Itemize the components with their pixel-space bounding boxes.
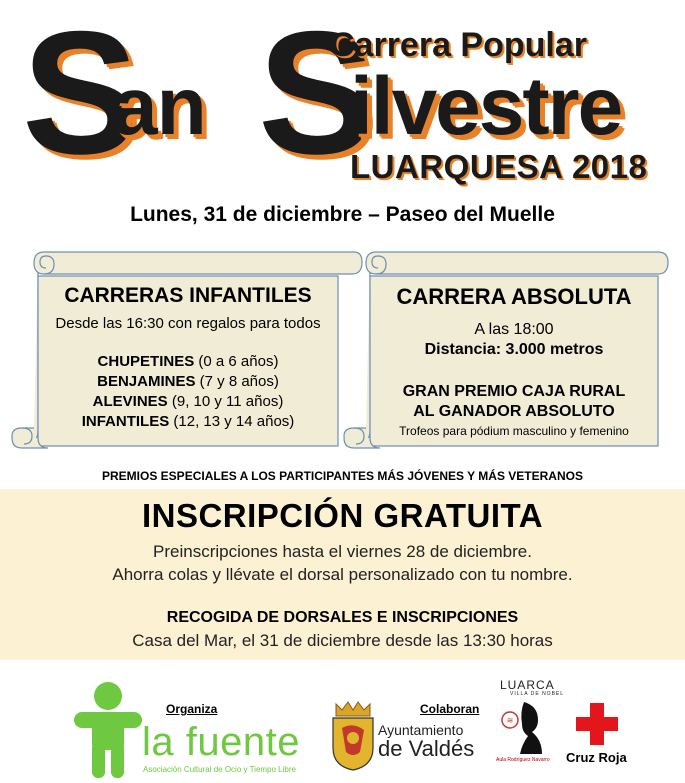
- figure-icon: [70, 680, 146, 780]
- category-row: [38, 392, 338, 412]
- infantiles-scroll: [8, 248, 363, 454]
- trophies-line: Trofeos para pódium masculino y femenino: [399, 424, 629, 438]
- category-ages: (7 y 8 años): [195, 373, 279, 390]
- lafuente-logo-text: la fuente: [142, 720, 300, 764]
- category-row: [38, 352, 338, 372]
- prize-line-2: AL GANADOR ABSOLUTO: [413, 403, 615, 420]
- luarca-bottom-text: Aula Rodríguez Navarro: [496, 757, 550, 763]
- registration-line-2: Ahorra colas y llévate el dorsal personalizado con tu nombre.: [112, 565, 573, 584]
- prize-line-1: GRAN PREMIO CAJA RURAL: [402, 383, 626, 400]
- coat-of-arms-icon: [330, 700, 376, 772]
- category-ages: (12, 13 y 14 años): [169, 413, 295, 430]
- ayuntamiento-line-1: Ayuntamiento: [378, 722, 464, 738]
- infantiles-title: CARRERAS INFANTILES: [64, 284, 312, 307]
- absoluta-distance: Distancia: 3.000 metros: [424, 341, 604, 358]
- subtitle-carrera-popular: Carrera Popular: [330, 26, 587, 64]
- registration-line-1: Preinscripciones hasta el viernes 28 de diciembre.: [153, 542, 532, 561]
- category-ages: (0 a 6 años): [194, 353, 279, 370]
- colaboran-label: Colaboran: [420, 702, 480, 716]
- category-row: [38, 372, 338, 392]
- pickup-title: RECOGIDA DE DORSALES E INSCRIPCIONES: [166, 609, 519, 626]
- luarca-subtitle: VILLA DE NOBEL: [510, 691, 565, 697]
- date-location-line: Lunes, 31 de diciembre – Paseo del Muelle: [130, 203, 555, 226]
- lafuente-subtitle: Asociación Cultural de Ocio y Tiempo Libre: [143, 765, 296, 774]
- category-row: [38, 412, 338, 432]
- pickup-line: Casa del Mar, el 31 de diciembre desde las 13:30 horas: [132, 631, 553, 650]
- category-name: CHUPETINES: [97, 353, 195, 370]
- absoluta-title: CARRERA ABSOLUTA: [396, 284, 632, 309]
- title-word-an: an: [112, 61, 206, 152]
- category-ages: (9, 10 y 11 años): [167, 393, 284, 410]
- ayuntamiento-line-2: de Valdés: [378, 736, 475, 761]
- absoluta-time: A las 18:00: [474, 321, 554, 338]
- title-letter-s2: S: [258, 0, 375, 191]
- luarca-portrait-icon: [498, 698, 546, 756]
- absoluta-scroll: [340, 248, 680, 454]
- organiza-label: Organiza: [166, 702, 218, 716]
- title-letter-s1: S: [22, 0, 135, 191]
- svg-text:≋: ≋: [506, 716, 514, 725]
- cruz-roja-label: Cruz Roja: [566, 750, 627, 765]
- luarca-logo-text: LUARCA: [500, 678, 555, 692]
- category-name: ALEVINES: [92, 393, 168, 410]
- title-word-ilvestre: ilvestre: [350, 61, 622, 152]
- edition-label: LUARQUESA 2018: [350, 148, 648, 185]
- infantiles-intro: Desde las 16:30 con regalos para todos: [55, 315, 321, 332]
- category-name: INFANTILES: [81, 413, 170, 430]
- registration-title: INSCRIPCIÓN GRATUITA: [141, 497, 544, 534]
- category-name: BENJAMINES: [97, 373, 196, 390]
- red-cross-icon: [576, 703, 618, 745]
- special-prizes-line: PREMIOS ESPECIALES A LOS PARTICIPANTES MÁS JÓVENES Y MÁS VETERANOS: [102, 469, 583, 483]
